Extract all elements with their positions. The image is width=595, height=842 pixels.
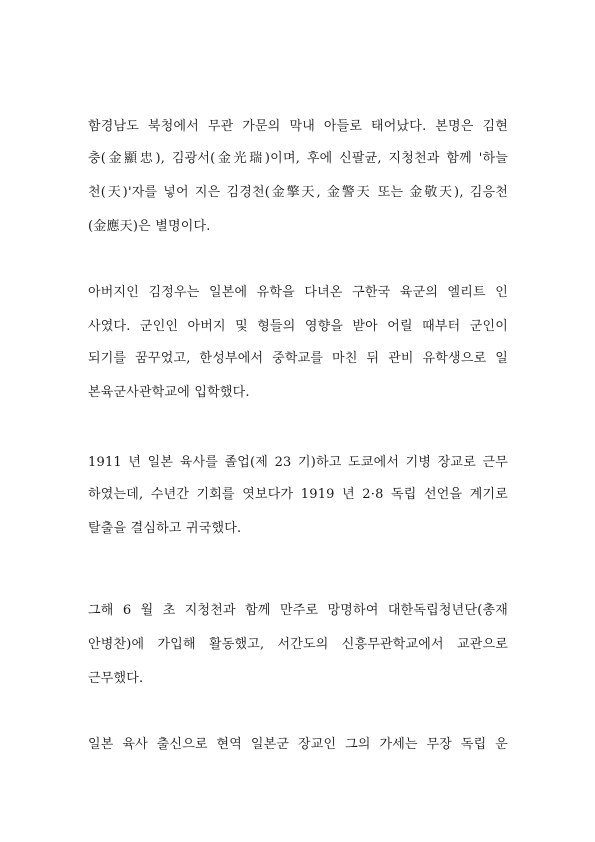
- paragraph-1-line-3: 천(天)'자를 넣어 지은 김경천(金擎天, 金警天 또는 金敬天), 김응천: [88, 185, 508, 200]
- paragraph-2-line-1: 아버지인 김정우는 일본에 유학을 다녀온 구한국 육군의 엘리트 인: [88, 285, 508, 300]
- paragraph-3-line-2: 하였는데, 수년간 기회를 엿보다가 1919 년 2·8 독립 선언을 계기로: [88, 487, 508, 502]
- paragraph-1-line-4: (金應天)은 별명이다.: [88, 219, 211, 234]
- paragraph-1-line-2: 충(金顯忠), 김광서(金光瑞)이며, 후에 신팔균, 지청천과 함께 '하늘: [88, 151, 508, 166]
- paragraph-2-line-2: 사였다. 군인인 아버지 및 형들의 영향을 받아 어릴 때부터 군인이: [88, 319, 508, 334]
- paragraph-4-line-3: 근무했다.: [88, 671, 144, 686]
- paragraph-4-line-1: 그해 6 월 초 지청천과 함께 만주로 망명하여 대한독립청년단(총재: [88, 603, 508, 618]
- paragraph-2-line-4: 본육군사관학교에 입학했다.: [88, 385, 250, 400]
- paragraph-1-line-1: 함경남도 북청에서 무관 가문의 막내 아들로 태어났다. 본명은 김현: [88, 119, 508, 134]
- paragraph-5-line-1: 일본 육사 출신으로 현역 일본군 장교인 그의 가세는 무장 독립 운: [88, 737, 508, 752]
- paragraph-2-line-3: 되기를 꿈꾸었고, 한성부에서 중학교를 마친 뒤 관비 유학생으로 일: [88, 351, 508, 366]
- paragraph-4-line-2: 안병찬)에 가입해 활동했고, 서간도의 신흥무관학교에서 교관으로: [88, 637, 508, 652]
- paragraph-3-line-1: 1911 년 일본 육사를 졸업(제 23 기)하고 도쿄에서 기병 장교로 근무: [88, 455, 508, 470]
- paragraph-3-line-3: 탈출을 결심하고 귀국했다.: [88, 521, 242, 536]
